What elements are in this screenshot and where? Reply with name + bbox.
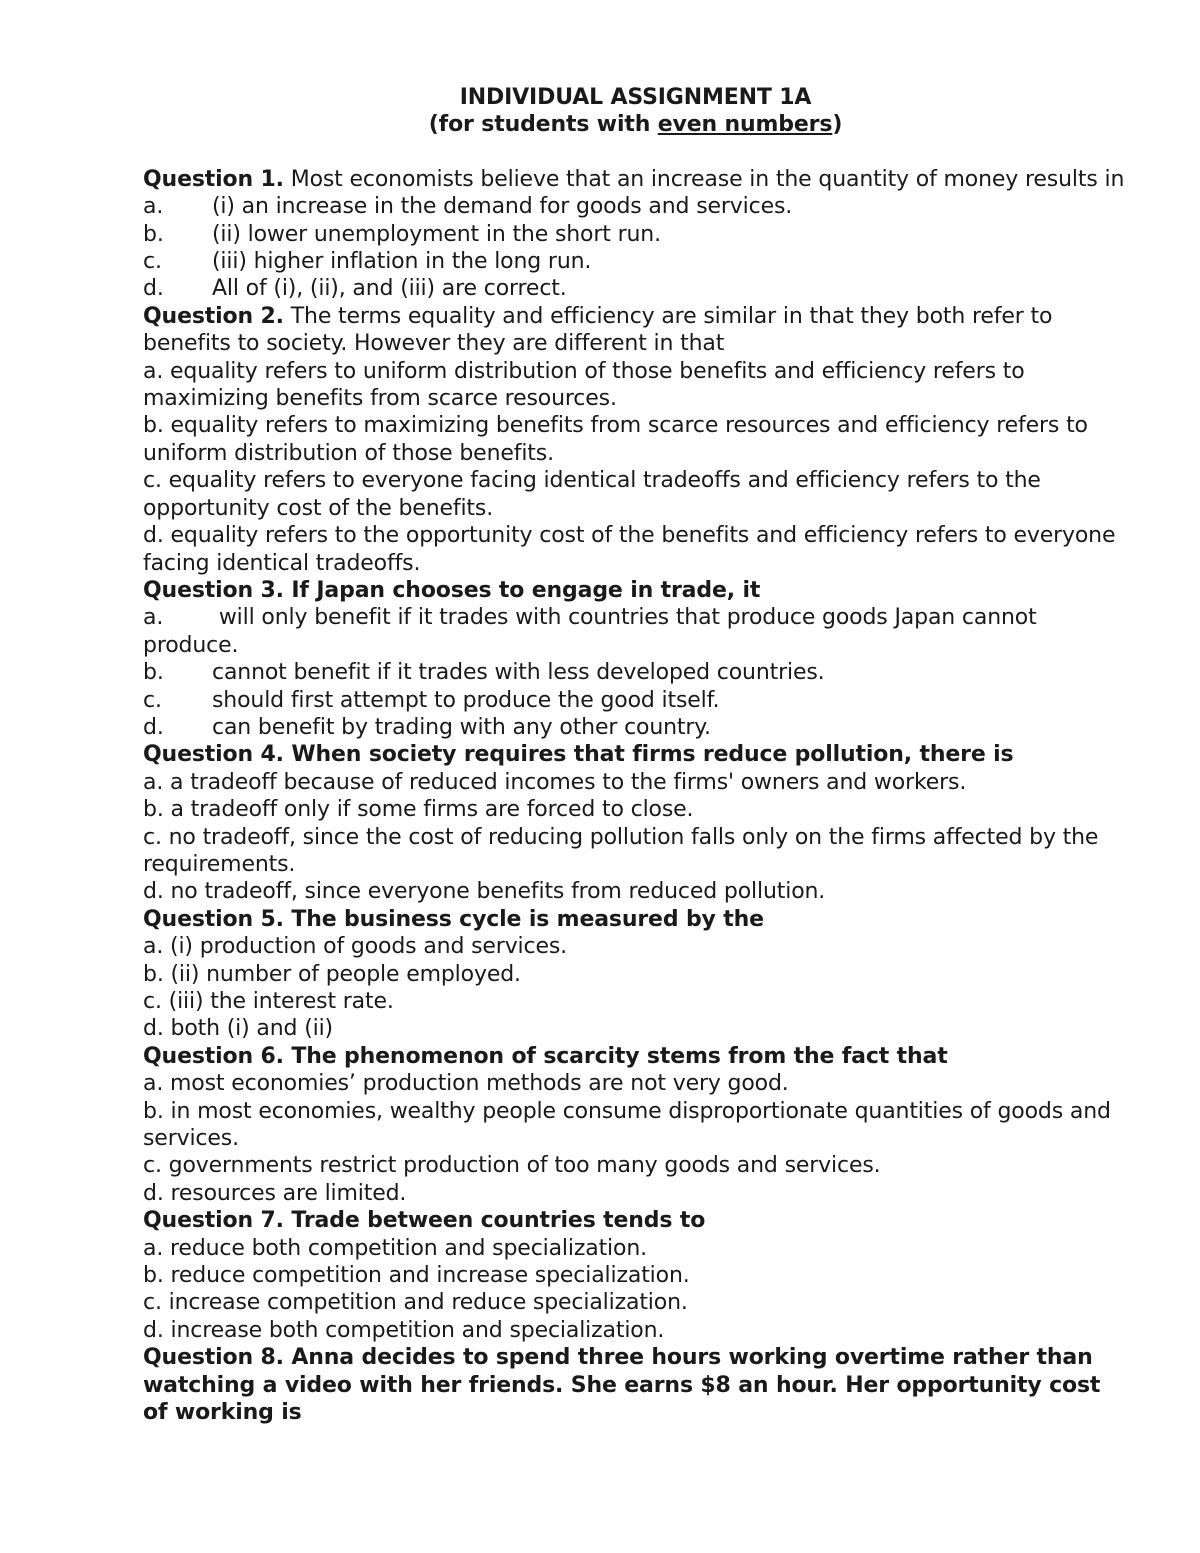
option-letter: d. bbox=[143, 276, 164, 302]
option: a. (i) production of goods and services. bbox=[143, 934, 568, 960]
document-page bbox=[143, 82, 1128, 1427]
question-text: The business cycle is measured by the bbox=[283, 906, 764, 932]
question-label: Question 6. bbox=[143, 1043, 284, 1069]
option: c. increase competition and reduce specialization. bbox=[143, 1290, 688, 1316]
option bbox=[143, 687, 1128, 714]
option-letter: c. bbox=[143, 687, 162, 713]
option: d. equality refers to the opportunity cost of the benefits and efficiency refers to everyone facing identical tradeoffs. bbox=[143, 523, 1116, 576]
question-5 bbox=[143, 906, 1128, 1043]
option bbox=[143, 604, 1128, 659]
option-text: can benefit by trading with any other country. bbox=[212, 714, 711, 740]
question-label: Question 5. bbox=[143, 906, 284, 932]
question-stem bbox=[143, 166, 1128, 193]
option: a. equality refers to uniform distribution of those benefits and efficiency refers to maximizing benefits from scarce resources. bbox=[143, 358, 1025, 412]
question-stem bbox=[143, 303, 1128, 358]
option: b. reduce competition and increase specialization. bbox=[143, 1263, 690, 1289]
question-label: Question 7. bbox=[143, 1208, 284, 1234]
blank-line bbox=[143, 139, 1128, 166]
document-subtitle bbox=[143, 111, 1128, 138]
option: d. no tradeoff, since everyone benefits from reduced pollution. bbox=[143, 879, 826, 905]
option bbox=[143, 221, 1128, 248]
document-title: INDIVIDUAL ASSIGNMENT 1A bbox=[459, 85, 812, 110]
option: d. resources are limited. bbox=[143, 1180, 407, 1206]
subtitle-prefix: (for students with bbox=[428, 112, 658, 138]
question-6 bbox=[143, 1043, 1128, 1207]
question-text: Anna decides to spend three hours working overtime rather than watching a video with her friends. She earns $8 an hour. Her opportunity cost of working is bbox=[143, 1345, 1101, 1426]
question-text: The terms equality and efficiency are similar in that they both refer to benefits to society. However they are different in that bbox=[143, 303, 1053, 357]
option-letter: a. bbox=[143, 605, 164, 631]
question-3 bbox=[143, 577, 1128, 741]
option: c. no tradeoff, since the cost of reducing pollution falls only on the firms affected by the requirements. bbox=[143, 824, 1099, 877]
question-label: Question 2. bbox=[143, 303, 284, 329]
option-text: will only benefit if it trades with countries that produce goods Japan cannot produce. bbox=[143, 605, 1037, 658]
option-text: All of (i), (ii), and (iii) are correct. bbox=[212, 276, 567, 302]
option bbox=[143, 659, 1128, 686]
question-text: When society requires that firms reduce pollution, there is bbox=[283, 742, 1014, 768]
option: a. most economies’ production methods are not very good. bbox=[143, 1071, 789, 1097]
option bbox=[143, 275, 1128, 302]
option: d. increase both competition and specialization. bbox=[143, 1317, 665, 1343]
option-letter: c. bbox=[143, 249, 162, 275]
option: b. in most economies, wealthy people consume disproportionate quantities of goods and services. bbox=[143, 1098, 1111, 1152]
question-stem bbox=[143, 906, 1128, 933]
option bbox=[143, 248, 1128, 275]
option: b. a tradeoff only if some firms are forced to close. bbox=[143, 797, 694, 823]
question-text: Trade between countries tends to bbox=[283, 1208, 706, 1234]
option-text: should first attempt to produce the good itself. bbox=[212, 687, 720, 713]
option bbox=[143, 193, 1128, 220]
option: a. a tradeoff because of reduced incomes to the firms' owners and workers. bbox=[143, 769, 967, 795]
option: b. equality refers to maximizing benefits from scarce resources and efficiency refers to uniform distribution of those benefits. bbox=[143, 413, 1088, 466]
question-stem bbox=[143, 1344, 1128, 1426]
option-letter: b. bbox=[143, 660, 164, 686]
question-8 bbox=[143, 1344, 1128, 1426]
question-1 bbox=[143, 166, 1128, 303]
question-label: Question 1. bbox=[143, 166, 284, 192]
option: c. governments restrict production of too many goods and services. bbox=[143, 1153, 881, 1179]
option: d. both (i) and (ii) bbox=[143, 1016, 333, 1042]
option-text: (ii) lower unemployment in the short run. bbox=[212, 221, 661, 247]
subtitle-suffix: ) bbox=[832, 112, 843, 138]
question-label: Question 8. bbox=[143, 1345, 284, 1371]
question-stem bbox=[143, 1043, 1128, 1070]
option: a. reduce both competition and specialization. bbox=[143, 1235, 647, 1261]
question-stem bbox=[143, 1207, 1128, 1234]
option bbox=[143, 714, 1128, 741]
question-4 bbox=[143, 741, 1128, 905]
option-text: (iii) higher inflation in the long run. bbox=[212, 249, 592, 275]
subtitle-underlined: even numbers bbox=[657, 112, 833, 138]
question-text: The phenomenon of scarcity stems from the fact that bbox=[283, 1043, 948, 1069]
option-letter: d. bbox=[143, 714, 164, 740]
question-label: Question 4. bbox=[143, 742, 284, 768]
question-text: If Japan chooses to engage in trade, it bbox=[283, 577, 761, 603]
question-label: Question 3. bbox=[143, 577, 284, 603]
option: c. (iii) the interest rate. bbox=[143, 989, 394, 1014]
option-letter: b. bbox=[143, 221, 164, 247]
question-stem bbox=[143, 577, 1128, 604]
option: c. equality refers to everyone facing identical tradeoffs and efficiency refers to the opportunity cost of the benefits. bbox=[143, 468, 1041, 521]
option-letter: a. bbox=[143, 194, 164, 220]
option-text: (i) an increase in the demand for goods and services. bbox=[212, 194, 793, 220]
option: b. (ii) number of people employed. bbox=[143, 961, 521, 987]
question-2 bbox=[143, 303, 1128, 577]
question-stem bbox=[143, 741, 1128, 768]
question-7 bbox=[143, 1207, 1128, 1344]
option-text: cannot benefit if it trades with less developed countries. bbox=[212, 660, 825, 686]
question-text: Most economists believe that an increase in the quantity of money results in bbox=[283, 166, 1125, 192]
